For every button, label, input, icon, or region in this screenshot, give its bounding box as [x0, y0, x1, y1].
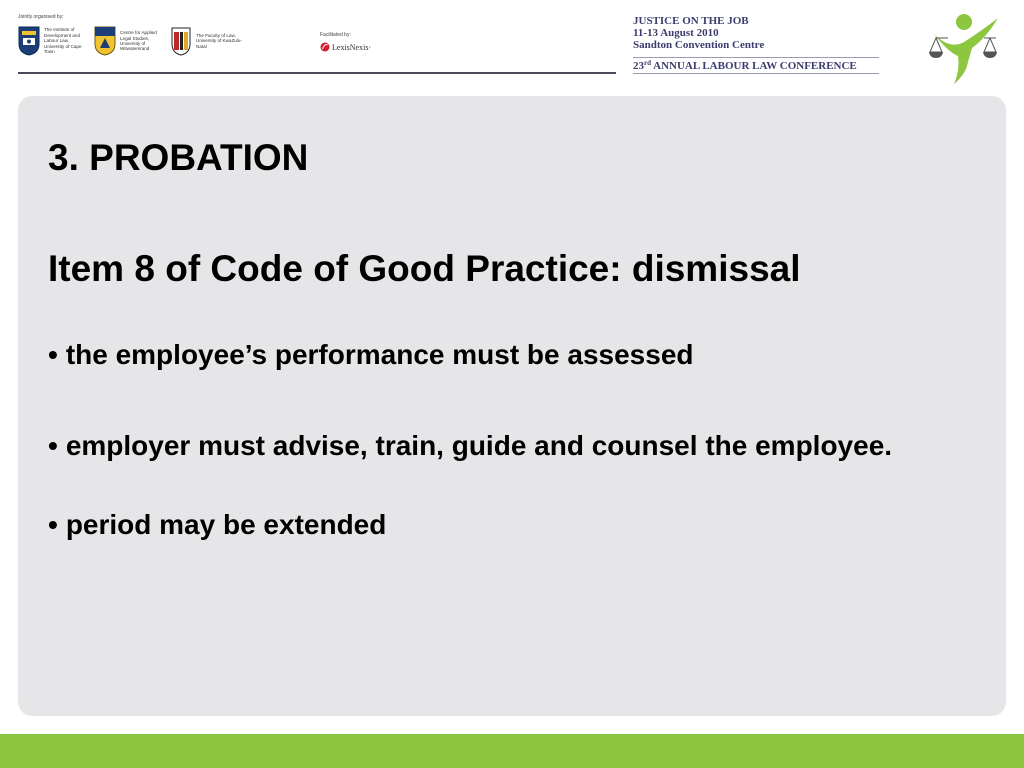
- organisers-caption: Jointly organised by:: [18, 14, 64, 20]
- content-panel: [18, 96, 1006, 716]
- organiser-uct-name: The Institute of Development and Labour Law, University of Cape Town: [44, 27, 82, 55]
- conference-annual-number: 23: [633, 60, 644, 72]
- bullet-symbol: •: [48, 509, 58, 540]
- uct-crest-icon: [18, 26, 40, 56]
- organiser-wits: [94, 26, 166, 56]
- conference-rule-top: [633, 57, 879, 58]
- organiser-ukzn-name: The Faculty of Law, University of KwaZulu-Natal: [196, 32, 242, 49]
- bullet-symbol: •: [48, 339, 58, 370]
- organiser-ukzn: [170, 26, 242, 56]
- facilitator-name: LexisNexis·: [332, 42, 372, 52]
- conference-annual-title: ANNUAL LABOUR LAW CONFERENCE: [651, 60, 857, 72]
- footer-bar: [0, 734, 1024, 768]
- slide-heading: 3. PROBATION: [48, 137, 309, 178]
- conference-rule-bottom: [633, 73, 879, 74]
- header-divider: [18, 72, 616, 74]
- conference-venue: Sandton Convention Centre: [633, 39, 765, 51]
- conference-annual-suffix: rd: [644, 59, 651, 67]
- facilitator-block: [320, 32, 371, 52]
- conference-title: JUSTICE ON THE JOB: [633, 15, 749, 27]
- bullet-list: [48, 335, 978, 545]
- organiser-wits-name: Centre for Applied Legal Studies, University of Witwatersrand: [120, 30, 157, 52]
- bullet-text: employer must advise, train, guide and counsel the employee.: [65, 430, 893, 461]
- bullet-symbol: •: [48, 430, 58, 461]
- bullet-text: period may be extended: [65, 509, 387, 540]
- bullet-text: the employee’s performance must be assessed: [65, 339, 694, 370]
- ukzn-crest-icon: [170, 26, 192, 56]
- conference-block: [633, 15, 879, 74]
- slide-subheading: Item 8 of Code of Good Practice: dismissal: [48, 248, 801, 289]
- bullet-item: [48, 335, 978, 375]
- bullet-item: [48, 505, 978, 545]
- facilitator-caption: Facilitated by:: [320, 32, 351, 38]
- lexisnexis-logo: [320, 42, 371, 52]
- header: [0, 0, 1024, 90]
- organiser-uct: [18, 26, 90, 56]
- conference-annual: [633, 60, 879, 73]
- conference-dates: 11-13 August 2010: [633, 27, 719, 39]
- bullet-item: [48, 426, 978, 466]
- justice-scales-logo-icon: [928, 12, 1004, 88]
- lexisnexis-logo-icon: [320, 42, 330, 52]
- wits-crest-icon: [94, 26, 116, 56]
- slide-content: [48, 134, 978, 545]
